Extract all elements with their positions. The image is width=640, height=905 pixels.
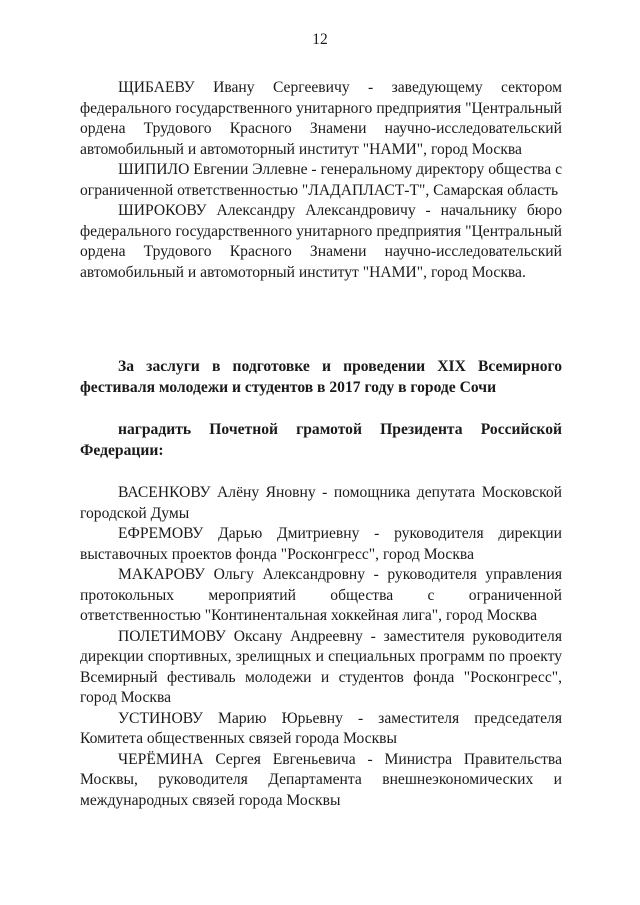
awardee-entry: МАКАРОВУ Ольгу Александровну - руководителя управления протокольных мероприятий общества с ограниченной ответственностью "Континентальная хоккейная лига", город Москва — [80, 566, 562, 624]
awardee-entry: ВАСЕНКОВУ Алёну Яновну - помощника депутата Московской городской Думы — [80, 484, 562, 522]
page-number: 12 — [312, 31, 328, 48]
awardee-entry: ЩИБАЕВУ Ивану Сергеевичу - заведующему сектором федерального государственного унитарного предприятия "Центральный ордена Трудового Красного Знамени научно-исследовательский автомобильный и автомоторный институт "НАМИ", город Москва — [80, 79, 562, 158]
awardees-list-2 — [80, 483, 562, 811]
section-heading: За заслуги в подготовке и проведении XIX Всемирного фестиваля молодежи и студентов в 2017 году в городе Сочи — [80, 358, 562, 396]
award-statement: наградить Почетной грамотой Президента Российской Федерации: — [80, 421, 562, 459]
awardee-entry: ЧЕРЁМИНА Сергея Евгеньевича - Министра Правительства Москвы, руководителя Департамента внешнеэкономических и международных связей города Москвы — [80, 750, 562, 809]
awardee-entry: ПОЛЕТИМОВУ Оксану Андреевну - заместителя руководителя дирекции спортивных, зрелищных и специальных программ по проекту Всемирный фестиваль молодежи и студентов фонда "Росконгресс", город Москва — [80, 627, 562, 706]
awardee-entry: ЕФРЕМОВУ Дарью Дмитриевну - руководителя дирекции выставочных проектов фонда "Росконгресс", город Москва — [80, 525, 562, 563]
section-heading-block — [80, 357, 562, 398]
awardee-entry: УСТИНОВУ Марию Юрьевну - заместителя председателя Комитета общественных связей города Москвы — [80, 709, 562, 747]
awardee-entry: ШИРОКОВУ Александру Александровичу - начальнику бюро федерального государственного унитарного предприятия "Центральный ордена Трудового Красного Знамени научно-исследовательский автомобильный и автомоторный институт "НАМИ", город Москва. — [80, 202, 562, 281]
awardees-list-1 — [80, 78, 562, 283]
award-statement-block — [80, 420, 562, 461]
awardee-entry: ШИПИЛО Евгении Эллевне - генеральному директору общества с ограниченной ответственностью "ЛАДАПЛАСТ-Т", Самарская область — [80, 161, 562, 199]
